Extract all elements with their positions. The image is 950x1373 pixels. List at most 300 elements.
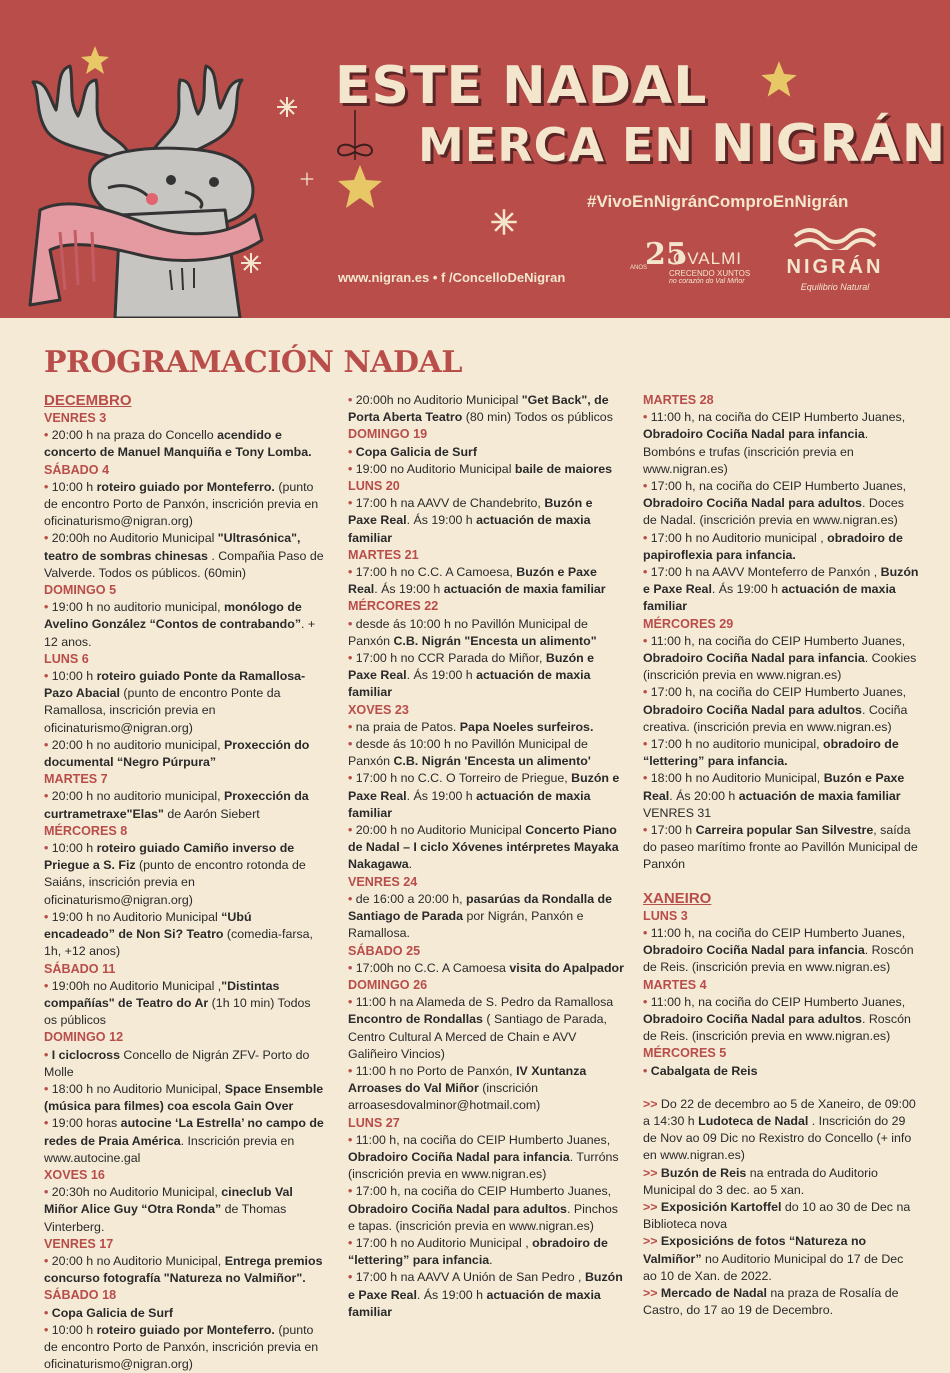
arrow-icon: >> — [643, 1199, 661, 1214]
bullet-icon: • — [348, 719, 356, 734]
event-item — [643, 478, 919, 530]
event-highlight: Copa Galicia de Surf — [51, 1305, 173, 1320]
event-text: 18:00 h no Auditorio Municipal, — [650, 771, 824, 786]
bullet-icon: • — [643, 1063, 651, 1078]
day-heading: VENRES 24 — [348, 874, 418, 889]
bullet-icon: • — [44, 1322, 52, 1337]
event-text: 17:00 h na AAVV de Chandebrito, — [355, 496, 545, 511]
event-highlight: roteiro guiado por Monteferro. — [96, 1322, 275, 1337]
event-highlight: Mercado de Nadal — [660, 1285, 767, 1300]
bullet-icon: • — [348, 737, 356, 752]
star-icon — [760, 60, 798, 98]
bullet-icon: • — [643, 771, 651, 786]
event-item — [348, 770, 624, 822]
event-item — [44, 668, 324, 737]
event-item — [44, 788, 324, 822]
event-text: 11:00 h no Porto de Panxón, — [355, 1063, 517, 1078]
event-text: 17:00 h, na cociña do CEIP Humberto Juanes, — [650, 479, 907, 494]
event-text: (punto de encontro rotonda de Saiáns, inscrición previa en oficinaturismo@nigran.org) — [44, 858, 306, 907]
header-banner — [0, 0, 950, 318]
bullet-icon: • — [44, 841, 52, 856]
bullet-icon: • — [44, 1081, 52, 1096]
day-heading: DOMINGO 19 — [348, 427, 428, 442]
event-text: . Inscrición previa en www.autocine.gal — [44, 1133, 295, 1165]
event-highlight: roteiro guiado Ponte da Ramallosa-Pazo Abacial — [44, 669, 306, 701]
event-text: . — [489, 1253, 493, 1268]
event-highlight: Entrega premios concurso fotografía "Natureza no Valmiñor". — [44, 1253, 323, 1286]
bullet-icon: • — [643, 994, 651, 1009]
bullet-icon: • — [348, 960, 356, 975]
event-text: 11:00 h na Alameda de S. Pedro da Ramallosa — [355, 995, 614, 1010]
day-heading: MARTES 28 — [643, 393, 714, 407]
day-heading: SÁBADO 18 — [44, 1288, 117, 1303]
bullet-icon: • — [348, 995, 356, 1010]
event-item — [348, 1269, 624, 1321]
event-text: 11:00 h, na cociña do CEIP Humberto Juanes, — [650, 994, 906, 1009]
event-text: . Compañia Paso de Valverde. Todos os públicos. (60min) — [44, 548, 324, 580]
ovalmi-anos: ANOS — [630, 265, 648, 271]
event-text: 19:00 h no Auditorio Municipal — [51, 909, 222, 924]
event-highlight: autocine ‘La Estrella’ no campo de redes de Praia América — [44, 1116, 324, 1148]
event-text: no Auditorio Municipal do 17 de Dec ao 10 de Xan. de 2022. — [643, 1251, 904, 1283]
event-text: 18:00 h no Auditorio Municipal, — [51, 1081, 225, 1096]
month-heading: DECEMBRO — [44, 392, 132, 409]
event-highlight: obradoiro de papiroflexia para infancia. — [643, 530, 903, 562]
event-text: 19:00 no Auditorio Municipal — [355, 461, 515, 476]
event-text: . Cookies (inscrición previa en www.nigran.es) — [643, 651, 917, 683]
snowflake-icon — [276, 96, 298, 118]
event-item — [44, 1047, 324, 1081]
event-highlight: Ludoteca de Nadal — [698, 1113, 809, 1128]
bullet-icon: • — [44, 479, 52, 494]
bullet-icon: • — [643, 737, 651, 752]
event-text: de Aarón Siebert — [163, 806, 260, 821]
event-item — [44, 530, 324, 582]
event-highlight: actuación de maxia familiar — [348, 668, 591, 700]
bullet-icon: • — [348, 771, 356, 786]
event-item — [643, 1063, 919, 1080]
bullet-icon: • — [348, 1270, 356, 1285]
event-text: 19:00 h no auditorio municipal, — [51, 600, 224, 615]
moose-nose-icon — [146, 193, 158, 205]
event-highlight: Obradoiro Cociña Nadal para infancia — [643, 651, 865, 666]
event-text: 20:00 h no Auditorio Municipal, — [51, 1253, 225, 1268]
event-highlight: Buzón e Paxe Real — [348, 771, 620, 803]
event-item — [348, 960, 624, 977]
event-highlight: actuación de maxia familiar — [348, 788, 591, 820]
event-highlight: C.B. Nigrán "Encesta un alimento" — [393, 633, 597, 648]
day-heading: VENRES 3 — [44, 411, 107, 425]
day-heading: MÉRCORES 22 — [348, 599, 439, 614]
event-highlight: Buzón e Paxe Real — [643, 565, 919, 597]
event-text: 20:00h no Auditorio Municipal — [355, 393, 522, 407]
event-text: 19:00 horas — [51, 1116, 121, 1131]
event-highlight: IV Xuntanza Arroases do Val Miñor — [348, 1063, 587, 1096]
event-text: na praza de Rosalía de Castro, do 17 ao 19 de Decembro. — [643, 1285, 899, 1318]
event-text: . Ás 19:00 h — [406, 668, 477, 683]
event-text: (punto de encontro Porto de Panxón, inscrición previa en oficinaturismo@nigran.org) — [44, 479, 319, 529]
event-highlight: actuación de maxia familiar — [443, 582, 606, 597]
event-highlight: Concerto Piano de Nadal – I ciclo Xóvenes intérpretes Mayaka Nakagawa — [348, 823, 619, 872]
event-text: na praia de Patos. — [355, 719, 460, 734]
event-text: 17:00 h no Auditorio municipal , — [650, 530, 828, 545]
event-text: (punto de encontro Porto de Panxón, inscrición previa en oficinaturismo@nigran.org) — [44, 1322, 319, 1372]
event-highlight: Encontro de Rondallas — [348, 1012, 483, 1027]
day-heading: MÉRCORES 5 — [643, 1046, 727, 1061]
headline-line2: MERCA EN NIGRÁN — [418, 114, 947, 174]
day-heading: MÉRCORES 8 — [44, 823, 128, 838]
event-item — [348, 495, 624, 547]
event-item — [348, 392, 624, 426]
event-highlight: Space Ensemble (música para filmes) coa escola Gain Over — [44, 1081, 324, 1114]
event-text: (punto de encontro Ponte da Ramallosa, inscrición previa en oficinaturismo@nigran.org) — [44, 686, 281, 735]
info-note — [643, 1096, 919, 1165]
bullet-icon: • — [348, 496, 356, 511]
program-column-2 — [348, 392, 624, 1321]
event-item — [44, 479, 324, 531]
event-text: . + 12 anos. — [44, 617, 316, 649]
event-highlight: pasarúas da Rondalla de Santiago de Parada — [348, 891, 612, 924]
event-item — [44, 1253, 324, 1287]
event-highlight: actuación de maxia familiar — [643, 582, 896, 614]
event-item — [348, 616, 624, 650]
day-heading: LUNS 3 — [643, 908, 688, 923]
nigran-logo-tagline: Equilibrio Natural — [800, 282, 870, 292]
event-text: Do 22 de decembro ao 5 de Xaneiro, de 09:00 a 14:30 h — [643, 1096, 916, 1128]
event-text: 17:00 h no auditorio municipal, — [650, 737, 823, 752]
event-text: 17:00 h na AAVV A Unión de San Pedro , — [355, 1270, 585, 1285]
event-text: . Roscón de Reis. (inscrición previa en www.nigran.es) — [643, 1011, 911, 1044]
event-highlight: "Distintas compañías" de Teatro do Ar — [44, 978, 280, 1010]
star-ornament-icon — [325, 110, 395, 220]
event-highlight: Obradoiro Cociña Nadal para adultos — [643, 496, 862, 511]
snowflake-icon — [300, 172, 314, 186]
bullet-icon: • — [44, 909, 52, 924]
event-text: de Thomas Vinterberg. — [44, 1202, 287, 1234]
event-text: . Ás 19:00 h — [374, 582, 444, 597]
program-column-1 — [44, 392, 324, 1373]
event-item — [643, 684, 919, 736]
event-highlight: Proxección da curtrametraxe"Elas" — [44, 789, 309, 821]
bullet-icon: • — [348, 1184, 356, 1199]
event-item — [44, 1184, 324, 1236]
event-item — [348, 650, 624, 702]
bullet-icon: • — [643, 565, 651, 580]
day-heading: MARTES 4 — [643, 977, 707, 992]
event-highlight: I ciclocross — [51, 1047, 120, 1062]
event-item — [643, 822, 919, 874]
info-note — [643, 1233, 919, 1285]
event-item — [44, 1081, 324, 1115]
event-text: (1h 10 min) Todos os públicos — [44, 995, 311, 1028]
event-text: 17:00 h — [650, 823, 696, 838]
info-note — [643, 1199, 919, 1233]
event-text: 20:00 h no auditorio municipal, — [51, 789, 224, 804]
day-heading: VENRES 31 — [643, 805, 712, 820]
event-text: 20:00 h na praza do Concello — [51, 428, 218, 443]
event-item — [643, 564, 919, 616]
month-heading: XANEIRO — [643, 889, 712, 907]
event-highlight: Obradoiro Cociña Nadal para infancia — [643, 943, 865, 958]
event-highlight: Buzón e Paxe Real — [348, 496, 593, 528]
event-text: 11:00 h, na cociña do CEIP Humberto Juanes, — [650, 925, 906, 940]
event-text: 20:30h no Auditorio Municipal, — [51, 1185, 222, 1200]
event-item — [44, 737, 324, 771]
bullet-icon: • — [44, 1253, 52, 1268]
event-text: . Ás 19:00 h — [406, 513, 477, 528]
event-text: 17:00 h no Auditorio Municipal , — [355, 1235, 533, 1250]
event-text: . — [408, 857, 413, 872]
event-text: de 16:00 a 20:00 h, — [355, 891, 467, 906]
arrow-icon: >> — [643, 1234, 661, 1249]
event-highlight: Obradoiro Cociña Nadal para infancia — [643, 427, 865, 442]
bullet-icon: • — [643, 633, 651, 648]
info-note — [643, 1285, 919, 1319]
event-item — [348, 444, 624, 461]
event-item — [643, 409, 919, 478]
event-text: ( Santiago de Parada, Centro Cultural A Merced de Chain e AVV Galiñeiro Vincios) — [348, 1012, 607, 1061]
ovalmi-tagline2: no corazón do Val Miñor — [669, 278, 745, 285]
bullet-icon: • — [643, 479, 651, 494]
bullet-icon: • — [44, 789, 52, 804]
arrow-icon: >> — [643, 1096, 661, 1111]
event-item — [44, 599, 324, 651]
event-text: (80 min) Todos os públicos — [462, 410, 613, 425]
event-text: desde ás 10:00 h no Pavillón Municipal de Panxón — [348, 737, 588, 769]
bullet-icon: • — [44, 428, 52, 443]
bullet-icon: • — [44, 1047, 52, 1062]
event-item — [643, 994, 919, 1046]
day-heading: LUNS 27 — [348, 1115, 400, 1130]
event-highlight: Exposición Kartoffel — [660, 1199, 782, 1214]
nigran-logo-name: NIGRÁN — [786, 256, 884, 278]
star-icon — [80, 45, 110, 75]
bullet-icon: • — [44, 669, 52, 684]
event-item — [348, 719, 624, 736]
event-text: 10:00 h — [51, 669, 97, 684]
bullet-icon: • — [348, 651, 356, 666]
event-text: Concello de Nigrán ZFV- Porto do Molle — [44, 1047, 310, 1079]
day-heading: XOVES 23 — [348, 702, 409, 717]
event-highlight: roteiro guiado por Monteferro. — [96, 479, 275, 494]
event-highlight: Buzón e Paxe Real — [643, 771, 905, 803]
event-item — [348, 564, 624, 598]
event-text: . Doces de Nadal. (inscrición previa en www.nigran.es) — [643, 496, 904, 528]
event-text: 10:00 h — [51, 1322, 97, 1337]
event-highlight: Buzón de Reis — [660, 1165, 747, 1180]
event-highlight: actuación de maxia familiar — [348, 1287, 601, 1319]
event-text: 20:00 h no auditorio municipal, — [51, 737, 224, 752]
event-text: . Ás 20:00 h — [669, 788, 739, 803]
event-highlight: Buzón e Paxe Real — [348, 565, 597, 597]
day-heading: SÁBADO 25 — [348, 943, 421, 958]
event-item — [348, 994, 624, 1063]
day-heading: XOVES 16 — [44, 1167, 105, 1182]
event-text: desde ás 10:00 h no Pavillón Municipal de Panxón — [348, 616, 588, 648]
headline-line1: ESTE NADAL — [335, 56, 708, 116]
bullet-icon: • — [348, 565, 356, 580]
event-item — [348, 461, 624, 478]
event-text: 17:00 h, na cociña do CEIP Humberto Juanes, — [355, 1184, 612, 1199]
bullet-icon: • — [348, 1132, 356, 1147]
bullet-icon: • — [44, 600, 52, 615]
bullet-icon: • — [44, 737, 52, 752]
event-highlight: Exposicións de fotos “Natureza no Valmiñor” — [643, 1234, 867, 1266]
bullet-icon: • — [44, 1185, 52, 1200]
event-highlight: Obradoiro Cociña Nadal para adultos — [643, 1011, 862, 1026]
event-item — [44, 1115, 324, 1167]
bullet-icon: • — [348, 461, 356, 476]
event-highlight: obradoiro de “lettering” para infancia. — [643, 737, 899, 769]
ovalmi-logo — [625, 237, 753, 289]
event-highlight: Buzón e Paxe Real — [348, 651, 595, 683]
event-text: . Ás 19:00 h — [416, 1287, 487, 1302]
bullet-icon: • — [348, 1063, 356, 1078]
event-item — [348, 891, 624, 943]
event-highlight: obradoiro de “lettering” para infancia — [348, 1235, 608, 1268]
event-item — [44, 1322, 324, 1373]
event-text: 17:00 h, na cociña do CEIP Humberto Juanes, — [650, 685, 907, 700]
bullet-icon: • — [643, 410, 651, 425]
event-text: 19:00h no Auditorio Municipal , — [51, 978, 222, 993]
event-highlight: "Get Back", de Porta Aberta Teatro — [348, 393, 609, 425]
ovalmi-25: 25 — [645, 237, 687, 272]
ovalmi-tagline: CRECENDO XUNTOS — [669, 269, 751, 278]
event-item — [44, 427, 324, 461]
event-highlight: monólogo de Avelino González “Contos de contrabando” — [44, 600, 302, 632]
event-text: por Nigrán, Panxón e Ramallosa. — [348, 909, 584, 941]
event-item — [348, 1063, 624, 1115]
wave-icon — [793, 228, 877, 250]
event-text: . Bombóns e trufas (inscrición previa en www.nigran.es) — [643, 427, 869, 476]
event-text: , saída do paseo marítimo fronte ao Pavillón Municipal de Panxón — [643, 823, 918, 872]
event-text: 17:00 h na AAVV Monteferro de Panxón , — [650, 565, 881, 580]
bullet-icon: • — [643, 685, 651, 700]
event-text: 17:00 h no C.C. A Camoesa, — [355, 565, 517, 580]
day-heading: MARTES 7 — [44, 772, 108, 787]
event-highlight: Obradoiro Cociña Nadal para infancia — [348, 1149, 570, 1164]
bullet-icon: • — [44, 1116, 52, 1131]
day-heading: LUNS 20 — [348, 479, 400, 494]
event-text: (comedia-farsa, 1h, +12 anos) — [44, 927, 313, 959]
event-highlight: C.B. Nigrán 'Encesta un alimento' — [393, 754, 591, 769]
bullet-icon: • — [348, 616, 356, 631]
event-item — [44, 909, 324, 961]
day-heading: DOMINGO 26 — [348, 977, 428, 992]
snowflake-icon — [490, 208, 518, 236]
day-heading: MÉRCORES 29 — [643, 616, 734, 631]
day-heading: DOMINGO 5 — [44, 583, 117, 598]
event-text: . Pinchos e tapas. (inscrición previa en www.nigran.es) — [348, 1201, 618, 1233]
event-text: . Turróns (inscrición previa en www.nigran.es) — [348, 1149, 619, 1182]
event-item — [44, 978, 324, 1030]
day-heading: DOMINGO 12 — [44, 1030, 124, 1045]
day-heading: SÁBADO 4 — [44, 462, 110, 477]
event-text: 20:00h no Auditorio Municipal — [51, 531, 218, 546]
bullet-icon: • — [348, 1235, 356, 1250]
event-highlight: cineclub Val Miñor Alice Guy “Otra Ronda” — [44, 1185, 293, 1217]
program-column-3 — [643, 392, 919, 1319]
event-highlight: Copa Galicia de Surf — [355, 444, 477, 459]
event-text: . Ás 19:00 h — [406, 788, 477, 803]
event-item — [348, 736, 624, 770]
event-text: . Cociña creativa. (inscrición previa en www.nigran.es) — [643, 702, 908, 734]
event-item — [643, 736, 919, 770]
day-heading: LUNS 6 — [44, 651, 89, 666]
event-text: 11:00 h, na cociña do CEIP Humberto Juanes, — [650, 410, 906, 425]
event-highlight: Buzón e Paxe Real — [348, 1270, 623, 1302]
event-item — [643, 530, 919, 564]
event-text: 11:00 h, na cociña do CEIP Humberto Juanes, — [355, 1132, 611, 1147]
day-heading: SÁBADO 11 — [44, 961, 116, 976]
event-highlight: "Ultrasónica", teatro de sombras chinesas — [44, 531, 301, 563]
program-title: PROGRAMACIÓN NADAL — [44, 345, 462, 380]
event-highlight: “Ubú encadeado” de Non Si? Teatro — [44, 909, 252, 942]
bullet-icon: • — [348, 444, 356, 459]
event-item — [348, 1183, 624, 1235]
moose-illustration — [0, 0, 330, 318]
event-text: . Ás 19:00 h — [711, 582, 782, 597]
website-link[interactable]: www.nigran.es • f /ConcelloDeNigran — [338, 270, 566, 285]
event-text: . Roscón de Reis. (inscrición previa en www.nigran.es) — [643, 943, 914, 975]
bullet-icon: • — [643, 530, 651, 545]
event-item — [643, 925, 919, 977]
event-highlight: Proxección do documental “Negro Púrpura” — [44, 737, 310, 770]
hashtag: #VivoEnNigránComproEnNigrán — [587, 192, 849, 211]
event-highlight: roteiro guiado Camiño inverso de Priegue a S. Fiz — [44, 841, 295, 873]
bullet-icon: • — [44, 1305, 52, 1320]
bullet-icon: • — [348, 823, 356, 838]
bullet-icon: • — [348, 393, 356, 407]
event-highlight: actuación de maxia familiar — [738, 788, 901, 803]
day-heading: MARTES 21 — [348, 547, 419, 562]
event-highlight: acendido e concerto de Manuel Manquiña e Tony Lomba. — [44, 428, 312, 460]
event-text: 17:00h no C.C. A Camoesa — [355, 960, 510, 975]
event-text: 20:00 h no Auditorio Municipal — [355, 823, 526, 838]
event-item — [348, 1235, 624, 1269]
bullet-icon: • — [44, 531, 52, 546]
snowflake-icon — [240, 252, 262, 274]
event-text: 10:00 h — [51, 841, 97, 856]
event-text: do 10 ao 30 de Dec na Biblioteca nova — [643, 1199, 911, 1232]
bullet-icon: • — [348, 891, 356, 906]
event-item — [44, 840, 324, 909]
event-highlight: Cabalgata de Reis — [650, 1063, 758, 1078]
event-item — [643, 770, 919, 804]
event-text: na entrada do Auditorio Municipal do 3 dec. ao 5 xan. — [643, 1165, 878, 1197]
event-item — [348, 1132, 624, 1184]
event-highlight: Obradoiro Cociña Nadal para adultos — [348, 1201, 567, 1216]
event-item — [643, 633, 919, 685]
event-text: (inscrición arroasesdovalminor@hotmail.com) — [348, 1081, 541, 1113]
event-highlight: Obradoiro Cociña Nadal para adultos — [643, 702, 862, 717]
event-text: 11:00 h, na cociña do CEIP Humberto Juanes, — [650, 633, 906, 648]
arrow-icon: >> — [643, 1285, 661, 1300]
event-highlight: visita do Apalpador — [509, 960, 624, 975]
info-note — [643, 1165, 919, 1199]
ovalmi-name: OVALMI — [673, 249, 742, 268]
nigran-logo — [780, 228, 890, 298]
arrow-icon: >> — [643, 1165, 661, 1180]
event-highlight: baile de maiores — [514, 461, 613, 476]
event-item — [44, 1305, 324, 1322]
event-highlight: Carreira popular San Silvestre — [695, 823, 874, 838]
event-item — [348, 822, 624, 874]
event-highlight: Papa Noeles surfeiros. — [459, 719, 594, 734]
bullet-icon: • — [643, 925, 651, 940]
bullet-icon: • — [44, 978, 52, 993]
event-text: . Inscrición do 29 de Nov ao 09 Dic no Rexistro do Concello (+ info en www.nigran.es) — [643, 1113, 912, 1163]
